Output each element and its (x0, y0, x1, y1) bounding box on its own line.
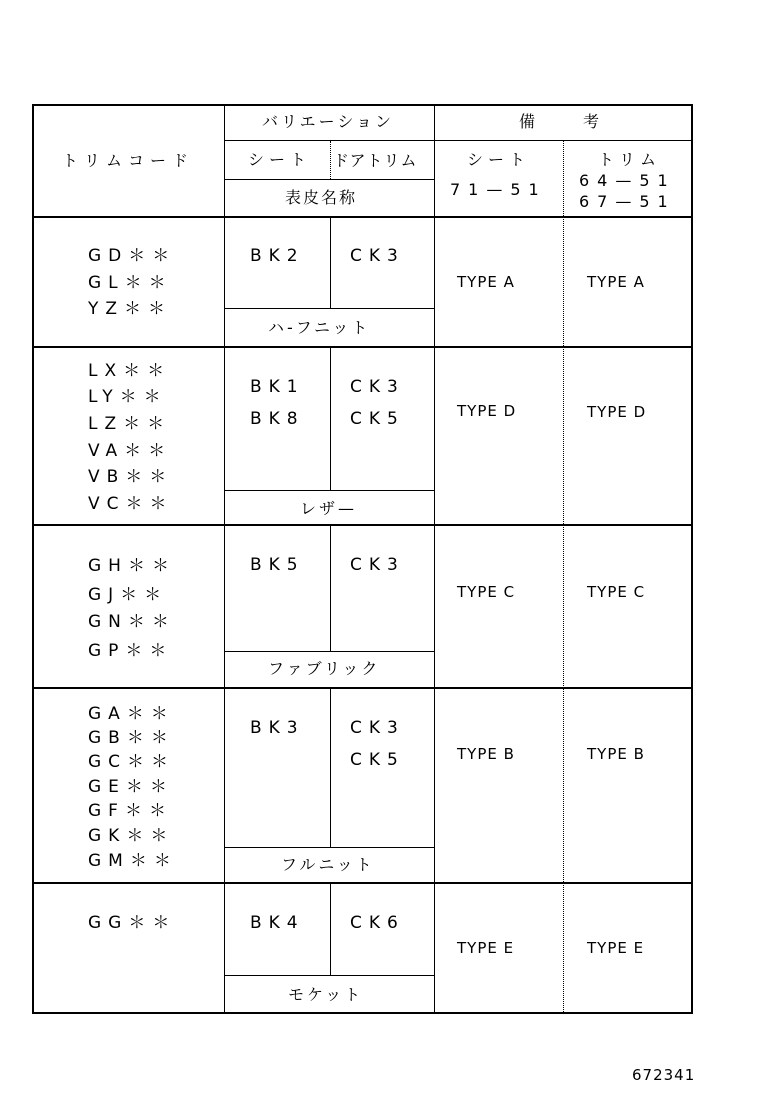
remark-seat: TYPE A (457, 273, 515, 291)
door-code: CK3 (350, 246, 405, 266)
trim-code: GG＊＊ (88, 913, 177, 933)
trim-code: GC＊＊ (88, 752, 176, 772)
seat-code: BK1 (250, 377, 305, 397)
trim-code: VB＊＊ (88, 467, 174, 487)
seat-code: BK8 (250, 409, 305, 429)
remark-seat: TYPE D (457, 402, 517, 420)
seat-code: BK3 (250, 718, 305, 738)
trim-code: YZ＊＊ (88, 299, 173, 319)
header-remarks: 備 考 (519, 112, 616, 131)
seat-code: BK2 (250, 246, 305, 266)
door-code: CK3 (350, 377, 405, 397)
header-remarks-trim: トリム (598, 150, 662, 169)
trim-code: GF＊＊ (88, 801, 173, 821)
header-trim-code: トリムコード (62, 151, 195, 170)
trim-code: VA＊＊ (88, 441, 173, 461)
header-surface-name: 表皮名称 (285, 188, 358, 207)
door-code: CK6 (350, 913, 405, 933)
header-seat: シート (248, 150, 312, 169)
figure-number: 672341 (632, 1066, 696, 1084)
door-code: CK5 (350, 750, 405, 770)
material-name: フルニット (281, 855, 375, 874)
trim-code: LX＊＊ (88, 361, 172, 381)
door-code: CK5 (350, 409, 405, 429)
trim-code: GB＊＊ (88, 728, 175, 748)
trim-code: VC＊＊ (88, 494, 174, 514)
trim-code: GK＊＊ (88, 826, 175, 846)
trim-code: GJ＊＊ (88, 585, 169, 605)
door-code: CK3 (350, 718, 405, 738)
material-name: ハ‐フニット (268, 318, 371, 337)
trim-code: GH＊＊ (88, 556, 176, 576)
door-code: CK3 (350, 555, 405, 575)
trim-code: GA＊＊ (88, 704, 175, 724)
header-remarks-trim-range-2: 67—51 (579, 192, 676, 211)
seat-code: BK5 (250, 555, 305, 575)
header-variation: バリエーション (262, 112, 395, 131)
remark-trim: TYPE C (587, 583, 646, 601)
header-remarks-seat: シート (467, 150, 531, 169)
remark-seat: TYPE C (457, 583, 516, 601)
trim-code: GE＊＊ (88, 777, 174, 797)
trim-code: LZ＊＊ (88, 414, 172, 434)
trim-code: LY＊＊ (88, 387, 168, 407)
header-door-trim: ドアトリム (333, 151, 418, 170)
remark-trim: TYPE E (587, 939, 645, 957)
trim-code: GP＊＊ (88, 641, 174, 661)
header-remarks-seat-range: 71—51 (450, 180, 547, 199)
remark-trim: TYPE B (587, 745, 645, 763)
trim-code: GM＊＊ (88, 851, 178, 871)
material-name: モケット (288, 985, 364, 1004)
trim-code: GL＊＊ (88, 273, 173, 293)
material-name: ファブリック (268, 659, 381, 678)
remark-seat: TYPE B (457, 745, 515, 763)
material-name: レザ— (300, 499, 358, 518)
trim-code: GD＊＊ (88, 246, 177, 266)
remark-seat: TYPE E (457, 939, 515, 957)
remark-trim: TYPE A (587, 273, 645, 291)
seat-code: BK4 (250, 913, 305, 933)
header-remarks-trim-range-1: 64—51 (579, 171, 676, 190)
trim-code: GN＊＊ (88, 612, 176, 632)
remark-trim: TYPE D (587, 403, 647, 421)
